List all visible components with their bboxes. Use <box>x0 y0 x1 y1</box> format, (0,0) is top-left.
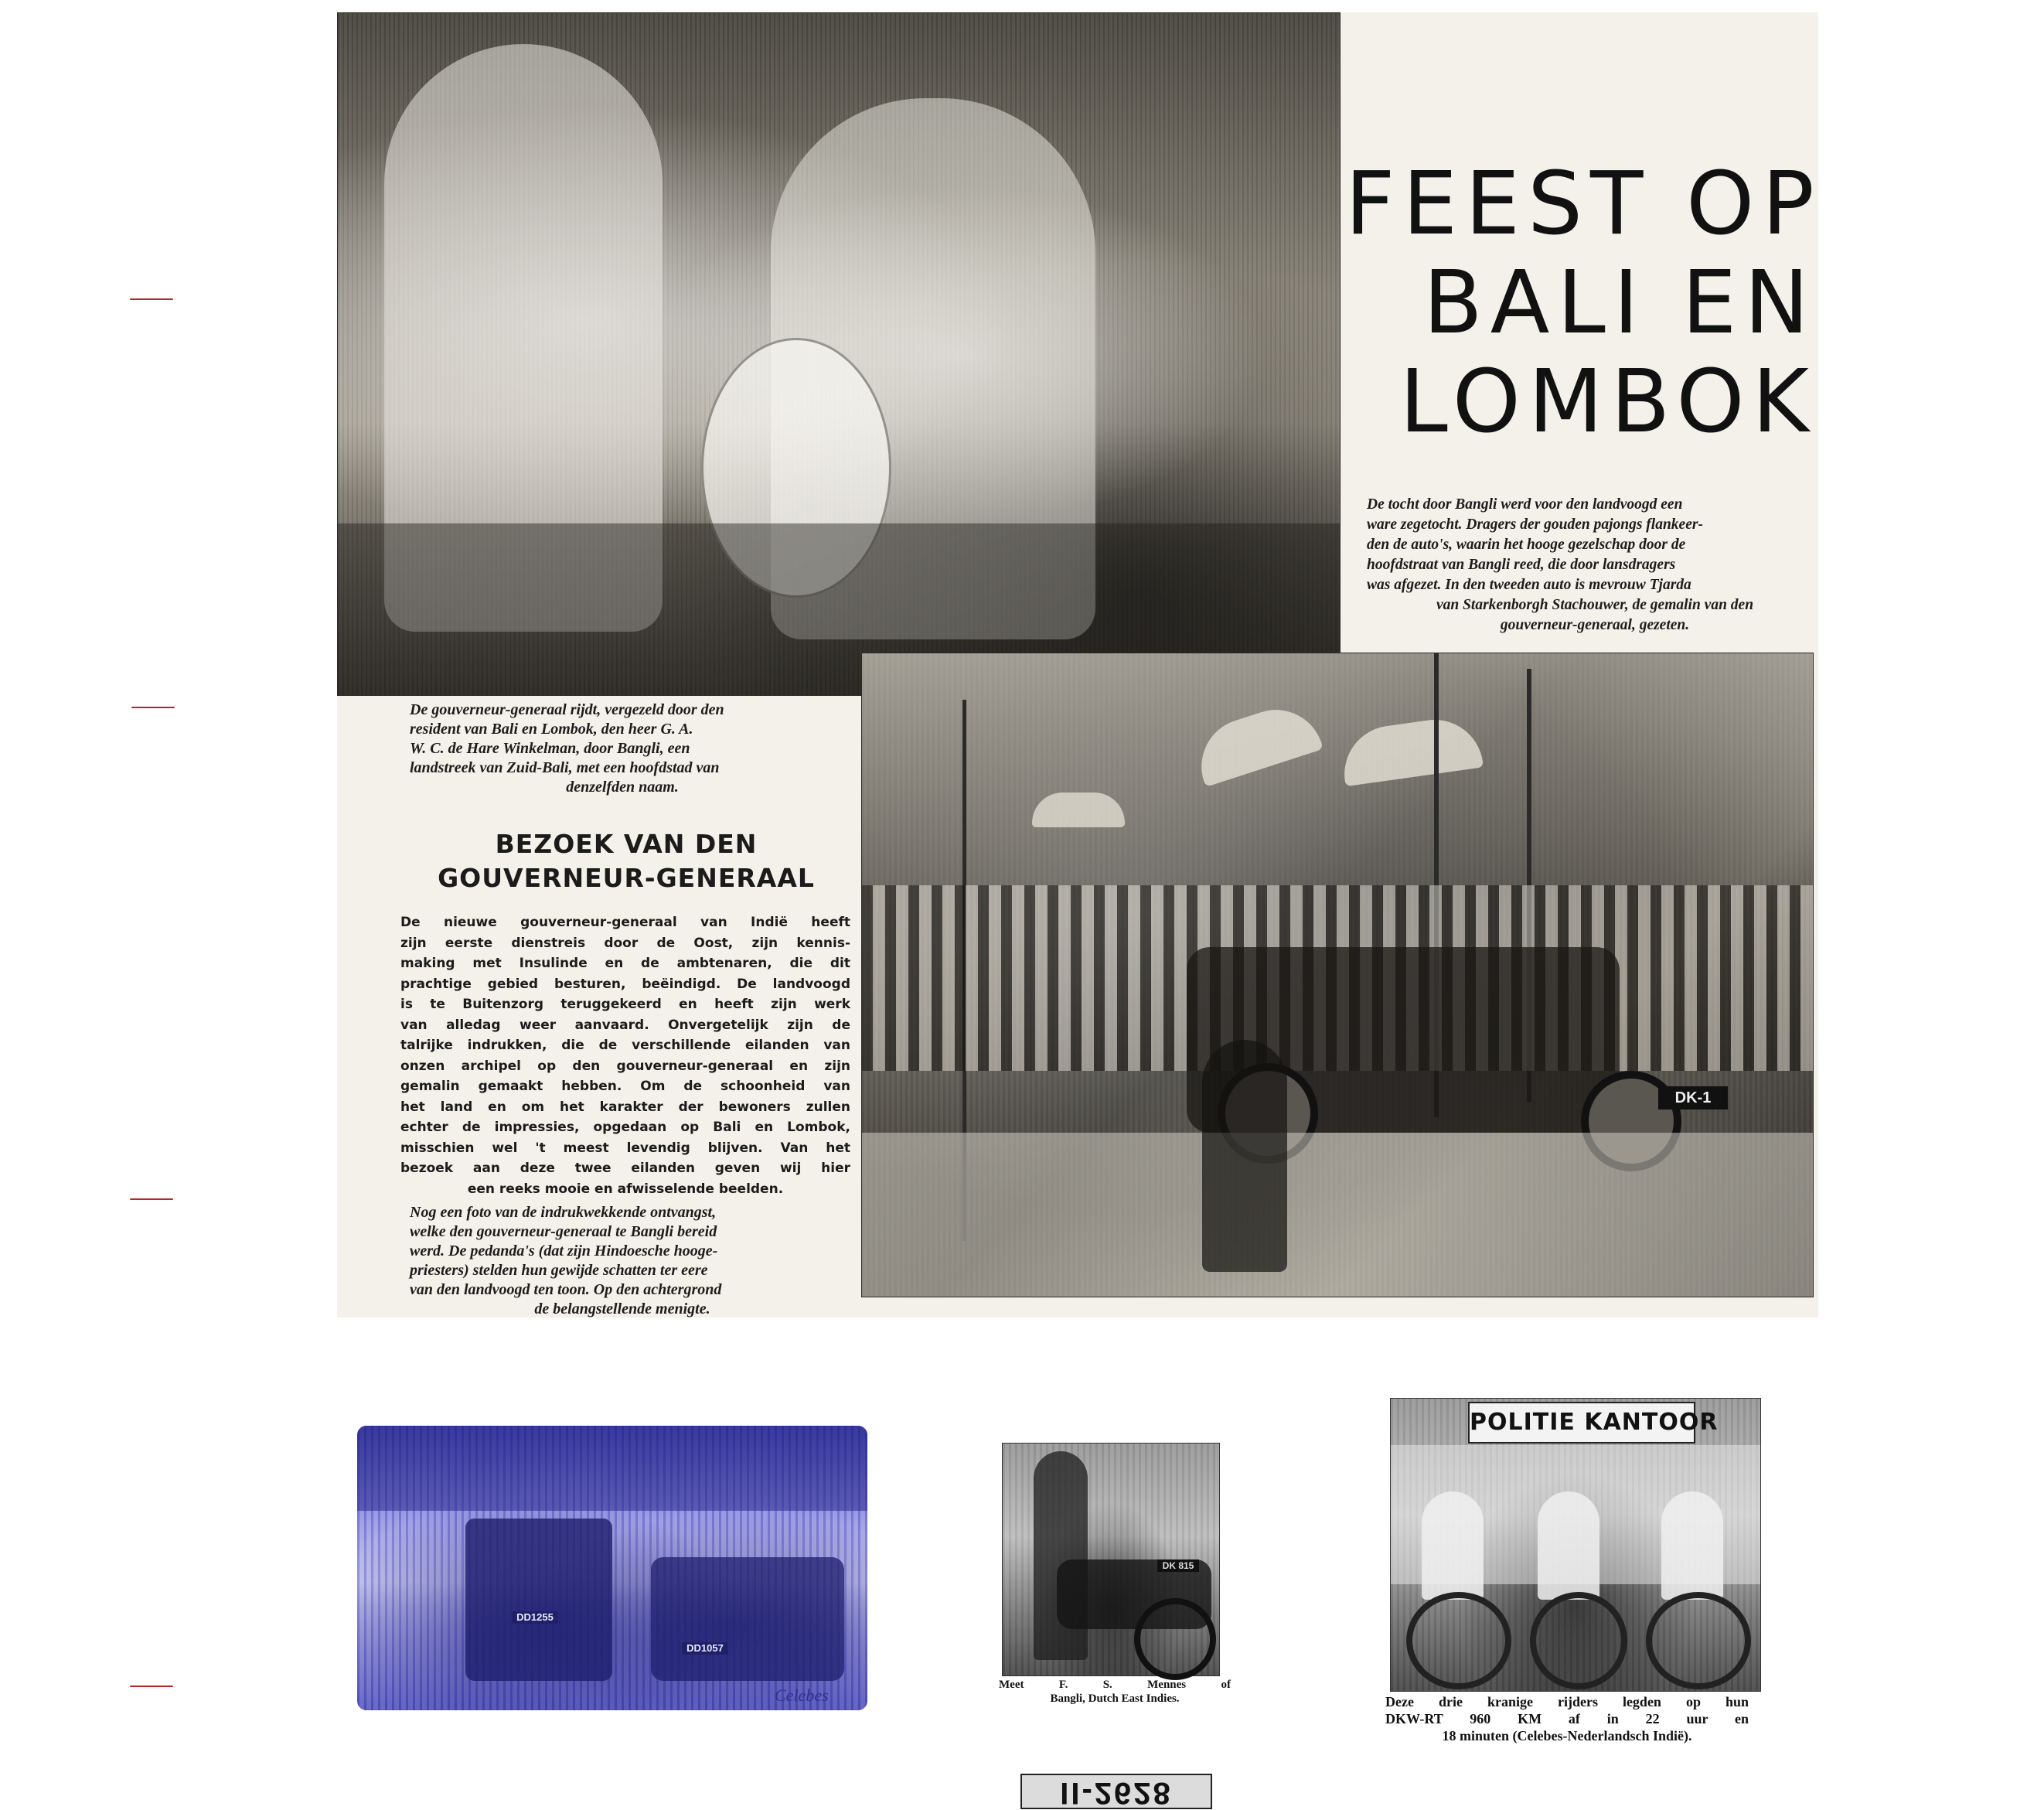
intro-caption-line: den de auto's, waarin het hooge gezelschap door de <box>1367 537 1686 553</box>
photo-procession-bangli <box>861 653 1814 1297</box>
car-left <box>465 1519 612 1681</box>
intro-caption <box>1367 495 1823 636</box>
photo1-caption-line: De gouverneur-generaal rijdt, vergezeld door den <box>410 701 724 718</box>
rider-figure <box>1538 1491 1599 1600</box>
article-body-line: echter de impressies, opgedaan op Bali en Lombok, <box>400 1120 850 1135</box>
headline-line-2: BALI EN <box>1422 253 1817 353</box>
photo2-caption-line: welke den gouverneur-generaal te Bangli bereid <box>410 1223 717 1240</box>
girl-figure <box>1202 1040 1287 1272</box>
licence-plate-left-text: DD1255 <box>516 1611 554 1623</box>
photo2-caption-line: werd. De pedanda's (dat zijn Hindoesche hooge- <box>410 1242 718 1260</box>
licence-plate-left <box>512 1611 558 1624</box>
police-photo-caption-line: 18 minuten (Celebes-Nederlandsch Indië). <box>1442 1728 1692 1744</box>
article-body-line: is te Buitenzorg teruggekeerd en heeft zijn werk <box>400 997 850 1012</box>
intro-caption-line: ware zegetocht. Dragers der gouden pajongs flankeer- <box>1367 516 1703 533</box>
motorcycle <box>1406 1592 1511 1689</box>
photo1-caption-line: W. C. de Hare Winkelman, door Bangli, een <box>410 740 690 757</box>
umbrella-icon <box>1032 793 1125 827</box>
margin-mark <box>130 1686 173 1687</box>
police-sign-text: POLITIE KANTOOR <box>1470 1409 1719 1436</box>
intro-caption-line: gouverneur-generaal, gezeten. <box>1500 617 1690 633</box>
photo-signature-text: Celebes <box>775 1686 829 1705</box>
licence-plate <box>1157 1559 1199 1572</box>
article-body-line: bezoek aan deze twee eilanden geven wij hier <box>400 1161 850 1176</box>
motorcycle <box>1530 1592 1627 1689</box>
middle-photo-caption-line: Meet F. S. Mennes of <box>999 1679 1231 1691</box>
archive-number-text: II-2628 <box>1060 1776 1173 1810</box>
road <box>862 1133 1813 1297</box>
licence-plate <box>1658 1086 1728 1110</box>
article-body <box>400 912 850 1199</box>
article-body-line: prachtige gebied besturen, beëindigd. De landvoogd <box>400 976 850 992</box>
car-right <box>651 1557 844 1681</box>
photo2-caption <box>410 1203 835 1319</box>
photo-signature <box>775 1686 829 1706</box>
article-body-line: het land en om het karakter der bewoners zullen <box>400 1099 850 1115</box>
photo-police-office <box>1390 1398 1761 1692</box>
article-body-line: De nieuwe gouverneur-generaal van Indië heeft <box>400 915 850 930</box>
rider-figure <box>1661 1491 1723 1600</box>
photo1-caption <box>410 700 835 797</box>
photo-mennes-motorcycle <box>1002 1443 1220 1676</box>
article-title-line-1: BEZOEK VAN DEN <box>495 829 758 859</box>
article-body-line: misschien wel 't meest levendig blijven. Van het <box>400 1140 850 1156</box>
photo1-caption-line: resident van Bali en Lombok, den heer G. A. <box>410 721 693 738</box>
licence-plate-right <box>682 1642 728 1655</box>
article-body-line: gemalin gemaakt hebben. Om de schoonheid van <box>400 1079 850 1094</box>
margin-mark <box>131 707 175 708</box>
headline-line-3: LOMBOK <box>1399 352 1817 452</box>
article-title-line-2: GOUVERNEUR-GENERAAL <box>438 863 815 893</box>
temple-background <box>862 653 1813 885</box>
tree-canopy <box>357 1426 867 1511</box>
article-body-line: zijn eerste dienstreis door de Oost, zijn kennis- <box>400 935 850 951</box>
intro-caption-line: van Starkenborgh Stachouwer, de gemalin van den <box>1436 597 1754 613</box>
article-body-line: making met Insulinde en de ambtenaren, die dit <box>400 956 850 971</box>
margin-mark <box>130 1198 173 1200</box>
headline-line-1: FEEST OP <box>1345 154 1822 254</box>
photo2-caption-line: Nog een foto van de indrukwekkende ontvangst, <box>410 1204 717 1221</box>
photo2-caption-line: de belangstellende menigte. <box>534 1300 710 1317</box>
middle-photo-caption-line: Bangli, Dutch East Indies. <box>1050 1692 1180 1705</box>
photo2-caption-line: priesters) stelden hun gewijde schatten ter eere <box>410 1262 708 1279</box>
article-title <box>387 827 866 895</box>
photo1-caption-line: denzelfden naam. <box>566 779 679 796</box>
intro-caption-line: De tocht door Bangli werd voor den landvoogd een <box>1367 496 1683 513</box>
motorcycle <box>1646 1592 1751 1689</box>
rider-figure <box>1422 1491 1484 1600</box>
police-photo-caption <box>1385 1693 1749 1744</box>
photo1-caption-line: landstreek van Zuid-Bali, met een hoofdstad van <box>410 759 720 776</box>
licence-plate-right-text: DD1057 <box>686 1642 724 1654</box>
motorcycle-wheel <box>1134 1598 1216 1680</box>
photo-blue-cars <box>357 1426 867 1710</box>
photo-governor-in-car <box>337 12 1341 696</box>
margin-mark <box>130 298 173 300</box>
intro-caption-line: was afgezet. In den tweeden auto is mevrouw Tjarda <box>1367 577 1691 593</box>
licence-plate-text: DK 815 <box>1162 1560 1194 1571</box>
headline <box>1345 154 1822 452</box>
intro-caption-line: hoofdstraat van Bangli reed, die door lansdragers <box>1367 557 1676 573</box>
article-body-line: een reeks mooie en afwisselende beelden. <box>467 1181 784 1197</box>
article-body-line: talrijke indrukken, die de verschillende eilanden van <box>400 1038 850 1053</box>
archive-number-stamp <box>1020 1774 1212 1809</box>
article-body-line: onzen archipel op den gouverneur-generaal en zijn <box>400 1058 850 1074</box>
photo2-caption-line: van den landvoogd ten toon. Op den achtergrond <box>410 1281 722 1298</box>
licence-plate-text: DK-1 <box>1674 1089 1712 1106</box>
police-sign <box>1468 1402 1719 1444</box>
middle-photo-caption <box>999 1678 1231 1706</box>
police-photo-caption-line: Deze drie kranige rijders legden op hun <box>1385 1694 1749 1709</box>
police-photo-caption-line: DKW-RT 960 KM af in 22 uur en <box>1385 1711 1749 1726</box>
article-body-line: van alledag weer aanvaard. Onvergetelijk zijn de <box>400 1017 850 1033</box>
